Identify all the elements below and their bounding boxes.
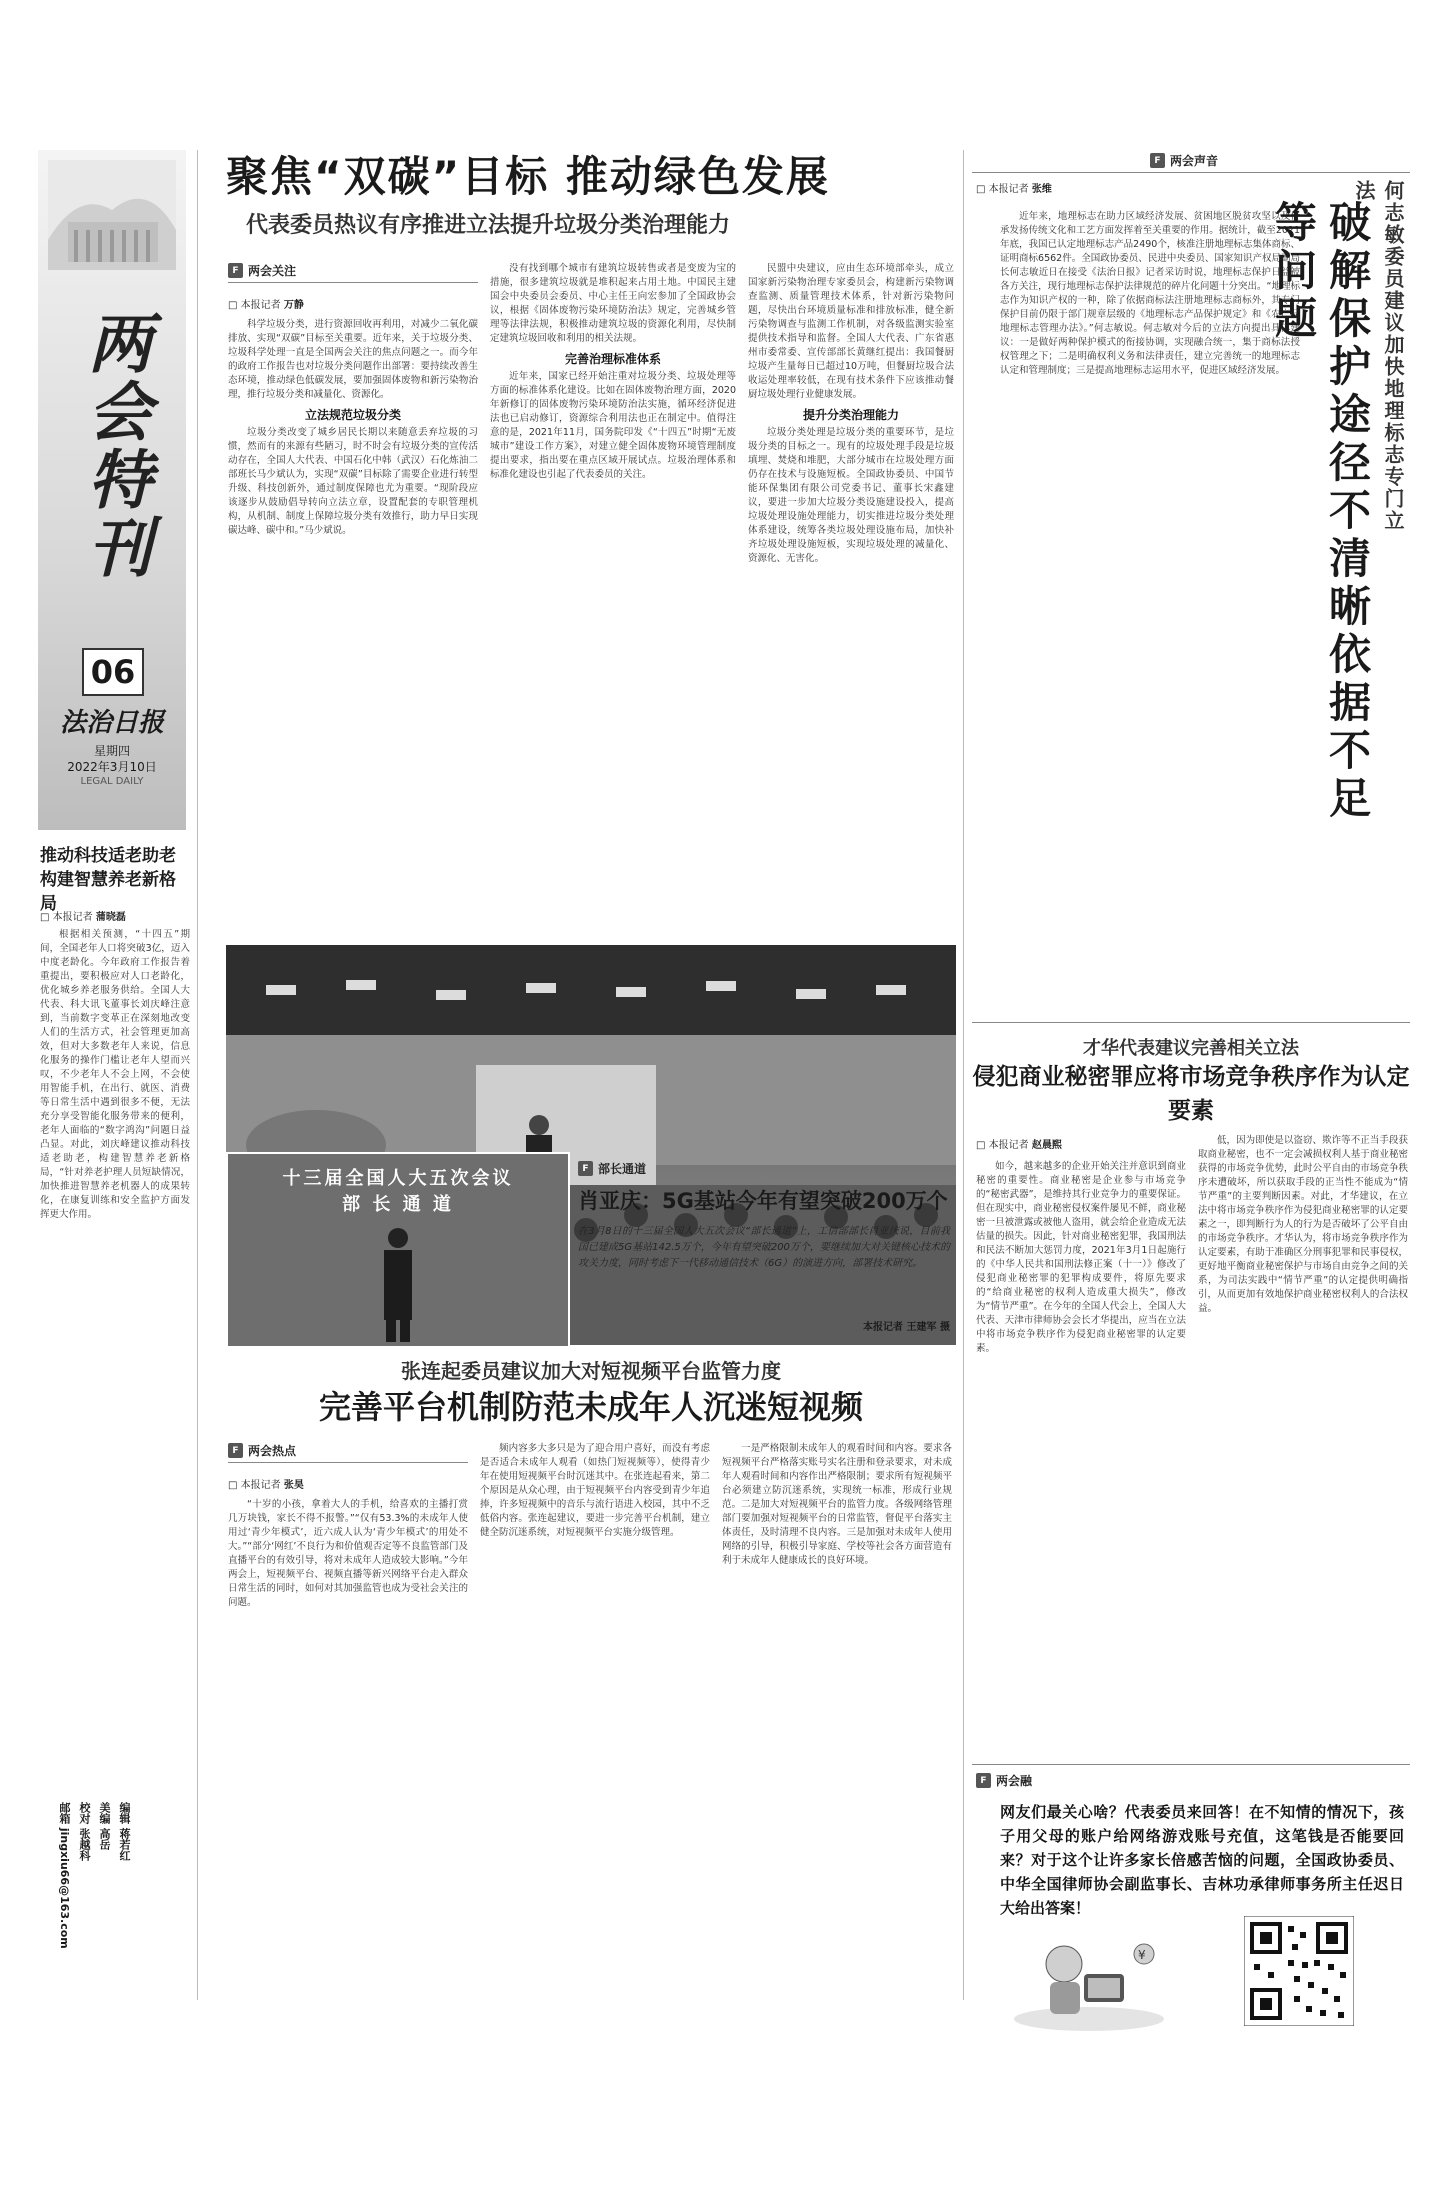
right-top-kicker: 何志敏委员建议加快地理标志专门立法 bbox=[1352, 180, 1405, 532]
svg-text:¥: ¥ bbox=[1138, 1948, 1146, 1962]
issue-weekday: 星期四 bbox=[93, 744, 130, 758]
section-icon: F bbox=[228, 263, 243, 278]
right-middle-col-1 bbox=[976, 1160, 1186, 1756]
paragraph: 近年来，国家已经开始注重对垃圾分类、垃圾处理等方面的标准体系化建设。比如在固体废物治理方面，2020年新修订的固体废物污染环境防治法实施，循环经济促进法也已启动修订，资源综合利用法也正在制定中。值得注意的是，2021年11月，国务院印发《“十四五”时期“无废城市”建设工作方案》，对建立健全固体废物环境管理制度提出要求，指出要在重点区域开展试点。垃圾治理体系和标准化建设也引起了代表委员的关注。 bbox=[490, 371, 736, 480]
newspaper-logo: 法治日报 bbox=[59, 708, 164, 738]
main-col-3 bbox=[748, 262, 954, 928]
paragraph: 垃圾分类改变了城乡居民长期以来随意丢弃垃圾的习惯，然而有的来源有些陋习，时不时会有垃圾分类的宣传活动存在，全国人大代表、中国石化中韩（武汉）石化炼油二部班长马少斌认为，实现“双碳”目标除了需要企业进行转型升级、科技创新外，通过制度保障也尤为重要。“现阶段应该逐步从鼓励倡导转向立法立章，设置配套的专职管理机构，从机制、制度上保障垃圾分类有效推行，助力早日实现碳达峰、碳中和。”马少斌说。 bbox=[228, 427, 478, 536]
right-middle-col-2 bbox=[1198, 1134, 1408, 1756]
section-tag-lianghui-rong bbox=[976, 1772, 1032, 1789]
cartoon-kid-gaming-illustration bbox=[1004, 1924, 1174, 2034]
bottom-col-3 bbox=[722, 1442, 952, 1998]
section-tag-lianghui-shengyin bbox=[1150, 152, 1218, 169]
main-col-2 bbox=[490, 262, 736, 928]
section-tag-label: 部长通道 bbox=[598, 1162, 647, 1176]
page-number-box bbox=[82, 648, 144, 696]
right-middle-headline: 侵犯商业秘密罪应将市场竞争秩序作为认定要素 bbox=[972, 1063, 1410, 1124]
byline-name: 张维 bbox=[1031, 184, 1052, 195]
byline-prefix: □ 本报记者 bbox=[976, 184, 1029, 195]
section-tag-label: 两会声音 bbox=[1170, 154, 1219, 168]
byline-name: 赵晨熙 bbox=[1031, 1140, 1062, 1151]
paragraph: 没有找到哪个城市有建筑垃圾转售或者是变废为宝的措施，很多建筑垃圾就是堆积起来占用土地。中国民主建国会中央委员会委员、中心主任王向宏参加了全国政协会议，根据《固体废物污染环境防治法》规定，完善城乡管理等法律法规，积极推动建筑垃圾的资源化利用，尽快制定建筑垃圾回收和利用的相关法规。 bbox=[490, 263, 736, 344]
byline-prefix: □ 本报记者 bbox=[976, 1140, 1029, 1151]
photo-credit: 本报记者 王建军 摄 bbox=[863, 1322, 950, 1333]
main-subheadline: 代表委员热议有序推进立法提升垃圾分类治理能力 bbox=[246, 213, 731, 238]
banner-line-1: 十三届全国人大五次会议 bbox=[282, 1168, 514, 1189]
subheading: 完善治理标准体系 bbox=[564, 352, 661, 366]
byline-prefix: □ 本报记者 bbox=[228, 1480, 281, 1491]
paragraph: 频内容多大多只是为了迎合用户喜好，而没有考虑是否适合未成年人观看（如热门短视频等），使得青少年在使用短视频平台时沉迷其中。在张连起看来，第二个原因是从众心理，由于短视频平台内容受到青少年追捧，许多短视频中的音乐与流行语进入校园，其中不乏低俗内容。张连起建议，要进一步完善平台机制，建立健全防沉迷系统，对短视频平台实施分级管理。 bbox=[480, 1443, 710, 1538]
right-top-body bbox=[1000, 210, 1300, 1010]
bottom-kicker: 张连起委员建议加大对短视频平台监管力度 bbox=[401, 1359, 781, 1383]
paragraph: 如今，越来越多的企业开始关注并意识到商业秘密的重要性。商业秘密是企业参与市场竞争的“秘密武器”，是维持其行业竞争力的重要保证。但在现实中，商业秘密侵权案件屡见不鲜，商业秘密一旦被泄露或被他人盗用，就会给企业造成无法估量的损失。因此，针对商业秘密犯罪，我国刑法和民法不断加大惩罚力度，2021年3月1日起施行的《中华人民共和国刑法修正案（十一）》修改了侵犯商业秘密罪的犯罪构成要件，将原先要求的“给商业秘密的权利人造成重大损失”，修改为“情节严重”。在今年的全国人代会上，全国人大代表、天津市律师协会会长才华提出，应当在立法中将市场竞争秩序作为侵犯商业秘密罪的认定要素。 bbox=[976, 1161, 1186, 1354]
section-tag-lianghui-guanzhu bbox=[228, 262, 296, 279]
section-tag-buzhang-tongdao bbox=[578, 1160, 646, 1177]
section-tag-label: 两会关注 bbox=[248, 264, 297, 278]
main-col-1 bbox=[228, 318, 478, 928]
left-body bbox=[40, 928, 190, 1798]
left-headline-2: 构建智慧养老新格局 bbox=[40, 870, 176, 914]
issue-date: 2022年3月10日 bbox=[67, 760, 157, 774]
bottom-col-1 bbox=[228, 1498, 468, 1998]
left-byline bbox=[40, 908, 190, 923]
right-middle-kicker: 才华代表建议完善相关立法 bbox=[1083, 1038, 1299, 1059]
right-middle-byline bbox=[976, 1136, 1186, 1151]
minister-caption-title: 肖亚庆：5G基站今年有望突破200万个 bbox=[578, 1189, 948, 1213]
speaker-figure bbox=[378, 1224, 418, 1344]
byline-prefix: □ 本报记者 bbox=[228, 300, 281, 311]
subheading: 立法规范垃圾分类 bbox=[304, 408, 401, 422]
section-tag-label: 两会融 bbox=[996, 1774, 1033, 1788]
paragraph: 一是严格限制未成年人的观看时间和内容。要求各短视频平台严格落实账号实名注册和登录要求，对未成年人观看时间和内容作出严格限制；要求所有短视频平台必须建立防沉迷系统，实现统一标准，形成行业规范。二是加大对短视频平台的监管力度。各级网络管理部门要加强对短视频平台的日常监管，督促平台落实主体责任，及时清理不良内容。三是加强对未成年人使用网络的引导，积极引导家庭、学校等社会各方面营造有利于未成年人健康成长的良好环境。 bbox=[722, 1443, 952, 1566]
main-byline bbox=[228, 296, 478, 311]
paragraph: 垃圾分类处理是垃圾分类的重要环节，是垃圾分类的目标之一。现有的垃圾处理手段是垃圾填埋、焚烧和堆肥，大部分城市在垃圾处理方面仍存在技术与设施短板。全国政协委员、中国节能环保集团有限公司党委书记、董事长宋鑫建议，要进一步加大垃圾分类设施建设投入，提高垃圾处理设施处理能力，切实推进垃圾分类处理体系建设，统筹各类垃圾处理设施布局，加快补齐垃圾处理设施短板，实现垃圾处理的减量化、资源化、无害化。 bbox=[748, 427, 954, 564]
bottom-byline bbox=[228, 1476, 468, 1491]
english-name: LEGAL DAILY bbox=[80, 776, 144, 787]
byline-name: 万静 bbox=[283, 300, 304, 311]
main-headline: 聚焦“双碳”目标 推动绿色发展 bbox=[226, 152, 830, 201]
byline-name: 蒲晓磊 bbox=[95, 912, 126, 923]
byline-name: 张昊 bbox=[283, 1480, 304, 1491]
paragraph: 低，因为即使是以盗窃、欺诈等不正当手段获取商业秘密，也不一定会减损权利人基于商业秘密获得的市场竞争优势，此时公平自由的市场竞争秩序未遭破坏，所以获取手段的正当性不能成为“情节严重”的主要判断因素。对此，才华建议，在立法中将市场竞争秩序作为侵犯商业秘密罪的认定要素之一，即判断行为人的行为是否破坏了公平自由的市场竞争秩序。才华认为，将市场竞争秩序作为认定要素，有助于准确区分刑事犯罪和民事侵权，更好地平衡商业秘密保护与市场自由竞争之间的关系，为司法实践中“情节严重”的认定提供明确指引，从而更加有效地保护商业秘密权利人的合法权益。 bbox=[1198, 1135, 1408, 1314]
paragraph: “十岁的小孩，拿着大人的手机，给喜欢的主播打赏几万块钱，家长不得不报警。”“仅有53.3%的未成年人使用过‘青少年模式’，近六成人认为‘青少年模式’的用处不大。”“部分‘网红’不良行为和价值观否定等不良监管部门及直播平台的有效引导，将对未成年人造成较大影响。”今年两会上，短视频平台、视频直播等新兴网络平台走入群众日常生活的同时，如何对其加强监管也成为受社会关注的问题。 bbox=[228, 1499, 468, 1608]
section-icon: F bbox=[578, 1161, 593, 1176]
masthead-strip bbox=[38, 150, 186, 830]
section-icon: F bbox=[1150, 153, 1165, 168]
qr-code-icon[interactable] bbox=[1244, 1916, 1354, 2026]
editor-line: 邮箱 jingxiu66@163.com bbox=[58, 1802, 71, 1949]
section-icon: F bbox=[228, 1443, 243, 1458]
paragraph: 科学垃圾分类，进行资源回收再利用，对减少二氧化碳排放、实现“双碳”目标至关重要。近年来，关于垃圾分类、垃圾科学处理一直是全国两会关注的焦点问题之一。而今年的政府工作报告也对垃圾分类问题作出部署：要持续改善生态环境，推动绿色低碳发展，要加强固体废物和新污染物治理，推行垃圾分类和减量化、资源化。 bbox=[228, 319, 478, 400]
banner-line-2: 部 长 通 道 bbox=[342, 1194, 454, 1215]
section-tag-label: 两会热点 bbox=[248, 1444, 297, 1458]
byline-prefix: □ 本报记者 bbox=[40, 912, 93, 923]
bottom-headline: 完善平台机制防范未成年人沉迷短视频 bbox=[318, 1388, 863, 1426]
ministers-passage-inset-photo bbox=[226, 1152, 570, 1348]
minister-caption-text: 在3月8日的十三届全国人大五次会议“部长通道”上，工信部部长肖亚庆说，目前我国已建成5G基站142.5万个，今年有望突破200万个，要继续加大对关键核心技术的攻关力度，同时考虑下一代移动通信技术（6G）的演进方向，部署技术研究。 bbox=[578, 1226, 950, 1269]
lianghui-rong-question: 网友们最关心啥？代表委员来回答！在不知情的情况下，孩子用父母的账户给网络游戏账号充值，这笔钱是否能要回来？对于这个让许多家长倍感苦恼的问题，全国政协委员、中华全国律师协会副监事长、吉林功承律师事务所主任迟日大给出答案！ bbox=[1000, 1803, 1404, 1917]
subheading: 提升分类治理能力 bbox=[802, 408, 899, 422]
editor-line: 美编 高岳 bbox=[98, 1802, 111, 1850]
right-top-byline bbox=[976, 180, 1276, 195]
paragraph: 民盟中央建议，应由生态环境部牵头，成立国家新污染物治理专家委员会，构建新污染物调查监测、质量管理技术体系，针对新污染物问题，尽快出台环境质量标准和排放标准，健全新污染物调查与监测工作机制，对各级监测实验室提供技术指导和监督。全国人大代表、广东省惠州市委常委、宣传部部长黄继红提出：我国餐厨垃圾产生量每日已超过10万吨，但餐厨垃圾合法收运处理率较低，在现有技术条件下应该推动餐厨垃圾处理行业健康发展。 bbox=[748, 263, 954, 400]
section-icon: F bbox=[976, 1773, 991, 1788]
section-tag-lianghui-redian bbox=[228, 1442, 296, 1459]
bottom-col-2 bbox=[480, 1442, 710, 1998]
page-number: 06 bbox=[90, 653, 136, 691]
special-edition-title: 两会特刊 bbox=[77, 310, 152, 582]
right-top-headline: 破解保护途径不清晰依据不足等问题 bbox=[1269, 200, 1372, 824]
editor-line: 校对 张越科 bbox=[78, 1802, 91, 1861]
left-body-text: 根据相关预测，“十四五”期间，全国老年人口将突破3亿，迈入中度老龄化。今年政府工作报告着重提出，要积极应对人口老龄化，优化城乡养老服务供给。全国人大代表、科大讯飞董事长刘庆峰注意到，当前数字变革正在深刻地改变人们的生活方式，社会管理更加高效，但对大多数老年人来说，信息化服务的操作门槛让老年人望而兴叹，不少老年人不会上网，不会使用智能手机，在出行、就医、消费等日常生活中遇到很多不便，无法充分享受智能化服务带来的便利，老年人面临的“数字鸿沟”问题日益凸显。对此，刘庆峰建议推动科技适老助老，构建智慧养老新格局，“针对养老护理人员短缺情况，加快推进智慧养老机器人的成果转化，在康复训练和安全监护方面发挥更大作用。 bbox=[40, 929, 190, 1220]
left-headline-1: 推动科技适老助老 bbox=[40, 846, 176, 866]
editor-credits bbox=[56, 1802, 132, 1992]
editor-line: 编辑 蒋若红 bbox=[118, 1802, 131, 1861]
paragraph: 近年来，地理标志在助力区域经济发展、贫困地区脱贫攻坚以及传承发扬传统文化和工艺方面发挥着至关重要的作用。据统计，截至2021年底，我国已认定地理标志产品2490个，核准注册地理标志集体商标、证明商标6562件。全国政协委员、民进中央委员、国家知识产权局副局长何志敏近日在接受《法治日报》记者采访时说，地理标志保护日益被各方关注，现行地理标志保护法律规范的碎片化问题十分突出。“地理标志作为知识产权的一种，除了依据商标法注册地理标志商标外，其专门保护目前仍限于部门规章层级的《地理标志产品保护规定》和《农产品地理标志管理办法》。”何志敏说。何志敏对今后的立法方向提出具体建议：一是做好两种保护模式的衔接协调，实现融合统一，集于商标法授权管理之下；二是明确权利义务和法律责任，建立完善统一的地理标志认定和管理制度；三是提高地理标志运用水平，促进区域经济发展。 bbox=[1000, 211, 1300, 376]
